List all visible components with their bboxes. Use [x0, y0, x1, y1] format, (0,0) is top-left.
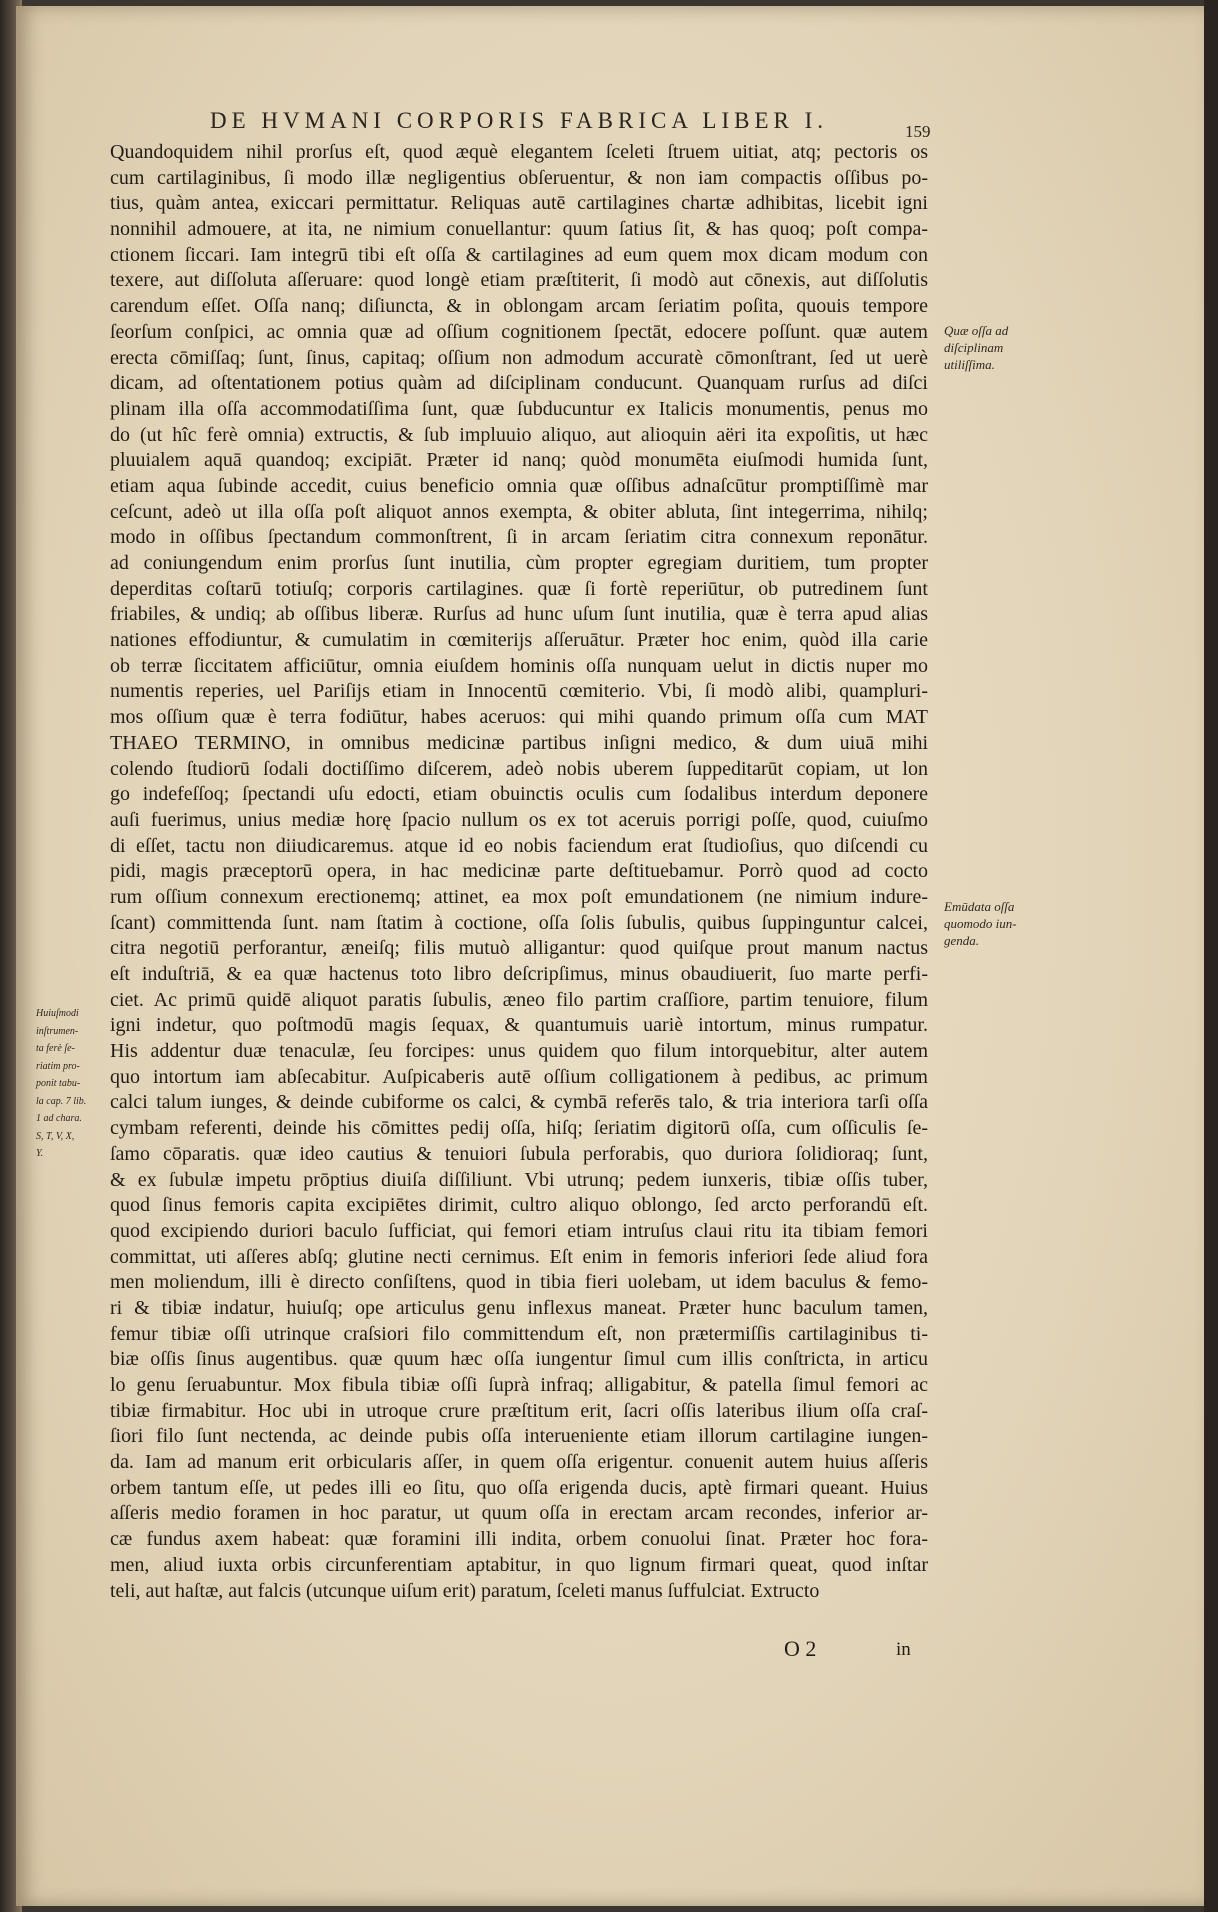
- margin-note-line: S, T, V, X,: [36, 1130, 75, 1142]
- text-line: cymbam referenti, deinde his cōmittes pedij oſſa, hiſq; ſeriatim digitorū oſſa, cum oſſiculis ſe-: [110, 1117, 928, 1140]
- text-line: deperditas coſtarū totiuſq; corporis cartilagines. quæ ſi fortè reperiūtur, ob putredinem ſunt: [110, 577, 928, 600]
- text-line: erecta cōmiſſaq; ſunt, ſinus, capitaq; oſſium non admodum accuratè cōmonſtrant, ſed ut uerè: [110, 346, 928, 369]
- text-line: rum oſſium connexum erectionemq; attinet, ea mox poſt emundationem (ne nimium indure-: [110, 885, 928, 908]
- margin-note-line: 1 ad chara.: [36, 1113, 82, 1124]
- text-line: teli, aut haſtæ, aut falcis (utcunque uiſum erit) paratum, ſceleti manus ſuffulciat. Extructo: [110, 1579, 820, 1602]
- text-line: modo in oſſibus ſpectandum commonſtrent, ſi in arcam ſeriatim citra connexum reponātur.: [110, 526, 928, 549]
- margin-note-cleaned-bones: [944, 898, 1034, 949]
- margin-note-line: riatim pro-: [36, 1060, 80, 1072]
- margin-note-line: inſtrumen-: [36, 1025, 79, 1037]
- text-line: orbem tantum eſſe, ut pedes illi eo ſitu, quo oſſa erigenda ducis, aptè firmari queant. Huius: [110, 1476, 928, 1499]
- text-line: His addentur duæ tenaculæ, ſeu forcipes: unus quidem quo filum intorquebitur, alter autem: [110, 1040, 928, 1063]
- text-line: tius, quàm antea, exiccari permittatur. Reliquas autē cartilagines chartæ adhibitas, licebit igni: [110, 192, 928, 215]
- text-line: ri & tibiæ indatur, huiuſq; ope articulus genu inflexus maneat. Præter hunc baculum tamen,: [110, 1296, 928, 1319]
- text-line: committat, uti aſſeres abſq; glutine necti cernimus. Eſt enim in femoris inferiori ſede aliud fora: [110, 1245, 928, 1268]
- text-line: mos oſſium quæ è terra fodiūtur, habes aceruos: qui mihi quando primum oſſa cum MAT: [110, 706, 928, 729]
- text-line: friabiles, & undiq; ab oſſibus liberæ. Rurſus ad hunc uſum ſunt inutilia, quæ è terra apud alias: [110, 603, 928, 626]
- text-line: cum cartilaginibus, ſi modo illæ negligentius obſeruentur, & non iam compactis oſſibus po-: [110, 166, 928, 189]
- text-line: quod ſinus femoris capita excipiētes dirimit, cultro aliquo oblongo, ſed arcto perforandū eſt.: [110, 1194, 928, 1217]
- text-line: & ex ſubulæ impetu prōptius diuiſa diſſiliunt. Vbi utrunq; pedem iunxeris, tibiæ oſſis tuber,: [110, 1168, 928, 1191]
- text-line: citra negotiū perforantur, æneiſq; filis mutuò alligantur: quod quiſque prout manum nactus: [110, 937, 928, 960]
- text-line: plinam illa oſſa accommodatiſſima ſunt, quæ ſubducuntur ex Italicis monumentis, penus mo: [110, 397, 928, 420]
- margin-note-line: Y.: [36, 1148, 44, 1159]
- text-line: tibiæ firmabitur. Hoc ubi in utroque crure præſtitum erit, ſacri oſſis lateribus ilium oſſa craſ-: [110, 1399, 928, 1422]
- text-line: cæ fundus axem habeat: quæ foramini illi indita, orbem conuolui ſinat. Præter hoc fora-: [110, 1528, 928, 1551]
- text-line: etiam aqua ſubinde accedit, cuius beneficio omnia quæ oſſibus adnaſcūtur promptiſſimè mar: [110, 474, 928, 497]
- text-line: ceſcunt, adeò ut illa oſſa poſt aliquot annos exempta, & obiter abluta, ſint integerrima, nihilq;: [110, 500, 928, 523]
- margin-note-line: la cap. 7 lib.: [36, 1095, 87, 1107]
- page-right-edge: [1204, 0, 1218, 1912]
- text-line: igni indetur, quo poſtmodū magis ſequax, & quantumuis uariè intortum, minus rumpatur.: [110, 1014, 928, 1037]
- margin-note-line: genda.: [944, 933, 980, 949]
- margin-note-line: Huiuſmodi: [36, 1008, 79, 1019]
- text-line: ciet. Ac primū quidē aliquot paratis ſubulis, æneo filo partim craſſiore, partim tenuiore, filum: [110, 988, 928, 1011]
- text-line: ob terræ ſiccitatem afficiūtur, omnia eiuſdem hominis oſſa nunquam uelut in dictis nuper mo: [110, 654, 928, 677]
- main-text-block: [110, 140, 928, 1604]
- text-line: numentis reperies, uel Pariſijs etiam in Innocentū cœmiterio. Vbi, ſi modò alibi, quampluri-: [110, 680, 928, 703]
- text-line: quod excipiendo duriori baculo ſufficiat, qui femori etiam intruſus claui ritu ita tibiam femori: [110, 1219, 928, 1242]
- page-footer: [784, 1636, 924, 1662]
- text-line: go indefeſſoq; ſpectandi uſu edocti, etiam obuinctis oculis cum ſodalibus interdum deponere: [110, 783, 928, 806]
- text-line: lo genu ſeruabuntur. Mox fibula tibiæ oſſi ſuprà infraq; alligabitur, & patella ſimul femori ac: [110, 1374, 928, 1396]
- text-line: dicam, ad oſtentationem potius quàm ad diſciplinam conducunt. Quanquam rurſus ad diſci: [110, 372, 928, 395]
- text-line: THAEO TERMINO, in omnibus medicinæ partibus inſigni medico, & dum uiuā mihi: [110, 731, 928, 754]
- margin-note-line: utiliſſima.: [944, 357, 995, 373]
- text-line: pidi, magis præceptorū opera, in hac medicinæ parte deſtituebamur. Porrò quod ad cocto: [110, 860, 928, 883]
- text-line: eſt induſtriā, & ea quæ hactenus toto libro deſcripſimus, minus obaudiuerit, ſuo marte perfi-: [110, 963, 928, 985]
- running-title: DE HVMANI CORPORIS FABRICA LIBER I.: [210, 108, 829, 133]
- text-line: pluuialem aquā quandoq; excipiāt. Præter id nanq; quòd monumēta eiuſmodi humida ſunt,: [110, 449, 928, 472]
- text-line: texere, aut diſſoluta aſſeruare: quod longè etiam præſtiterit, ſi modò aut cōnexis, aut diſſolutis: [110, 269, 928, 292]
- text-line: ſcant) committenda ſunt. nam ſtatim à coctione, oſſa ſolis ſubulis, quibus ſuppinguntur calcei,: [110, 911, 928, 934]
- text-line: ad coniungendum enim prorſus ſunt inutilia, cùm propter egregiam duritiem, tum propter: [110, 552, 928, 574]
- text-line: men, aliud iuxta orbis circunferentiam aptabitur, in quo lignum firmari queat, quod inſtar: [110, 1553, 928, 1576]
- text-line: Quandoquidem nihil prorſus eſt, quod æquè elegantem ſceleti ſtruem uitiat, atq; pectoris os: [110, 141, 928, 163]
- text-line: quo intortum iam abſecabitur. Auſpicaberis autē oſſium colligationem à pedibus, ac primum: [110, 1065, 928, 1088]
- margin-note-line: Quæ oſſa ad: [944, 323, 1009, 338]
- text-line: colendo ſtudiorū ſodali doctiſſimo diſcerem, adeò nobis uberem ſuppeditarūt copiam, ut lon: [110, 757, 928, 780]
- text-line: femur tibiæ oſſi utrinque craſsiori filo committendum eſt, non prætermiſſis cartilaginibus ti-: [110, 1322, 928, 1345]
- text-line: biæ oſſis ſinus augentibus. quæ quum hæc oſſa iungentur ſimul cum illis conſtricta, in articu: [110, 1348, 928, 1371]
- margin-note-line: Emūdata oſſa: [944, 899, 1015, 914]
- margin-note-study-bones: [944, 322, 1034, 373]
- margin-note-line: ta ferè ſe-: [36, 1043, 75, 1054]
- margin-note-line: ponit tabu-: [36, 1078, 81, 1089]
- page-number: 159: [905, 122, 931, 141]
- margin-note-instruments: [36, 1005, 102, 1163]
- text-line: auſi fuerimus, unius mediæ horę ſpacio nullum os ex tot aceruis porrigi poſſe, quod, cuiuſmo: [110, 808, 928, 831]
- text-line: da. Iam ad manum erit orbicularis aſſer, in quem oſſa erigentur. conuenit autem huius aſſeris: [110, 1451, 928, 1474]
- text-line: di eſſet, tactu non diiudicaremus. atque id eo nobis faciendum erat ſtudioſius, quo diſcendi cu: [110, 834, 928, 857]
- text-line: carendum eſſet. Oſſa nanq; diſiuncta, & in oblongam arcam ſeriatim poſita, quouis tempore: [110, 295, 928, 318]
- margin-note-line: diſciplinam: [944, 340, 1004, 356]
- catchword: in: [896, 1639, 911, 1660]
- text-line: ſeorſum conſpici, ac omnia quæ ad oſſium cognitionem ſpectāt, edocere poſſunt. quæ autem: [110, 320, 928, 343]
- text-line: ſamo cōparatis. quæ ideo cautius & tenuiori ſubula perforabis, quo duriora ſolidioraq; ſunt,: [110, 1142, 928, 1165]
- text-line: ſiori filo ſunt nectenda, ac deinde pubis oſſa interueniente etiam illorum cartilagine iungen-: [110, 1425, 928, 1448]
- signature-mark: O 2: [784, 1636, 817, 1661]
- text-line: nonnihil admouere, at ita, ne nimium conuellantur: quum ſatius ſit, & has quoq; poſt compa-: [110, 218, 928, 241]
- text-line: do (ut hîc ferè omnia) extructis, & ſub impluuio aliquo, aut alioquin aëri ita expoſitis, ut hæc: [110, 423, 928, 446]
- text-line: men moliendum, illi è directo conſiſtens, quod in tibia fieri uolebam, ut idem baculus & femo-: [110, 1271, 928, 1294]
- text-line: ctionem ſiccari. Iam integrū tibi eſt oſſa & cartilagines ad eum quem mox dicam modum con: [110, 243, 928, 266]
- text-line: calci talum iunges, & deinde cubiforme os calci, & cymbā referēs talo, & tria interiora tarſi oſſa: [110, 1091, 928, 1114]
- text-line: nationes effodiuntur, & cumulatim in cœmiterijs aſſeruātur. Præter hoc enim, quòd illa carie: [110, 629, 928, 652]
- margin-note-line: quomodo iun-: [944, 916, 1017, 932]
- text-line: aſſeris medio foramen in hoc paratur, ut quum oſſa in erectam arcam recondes, inferior ar-: [110, 1502, 928, 1525]
